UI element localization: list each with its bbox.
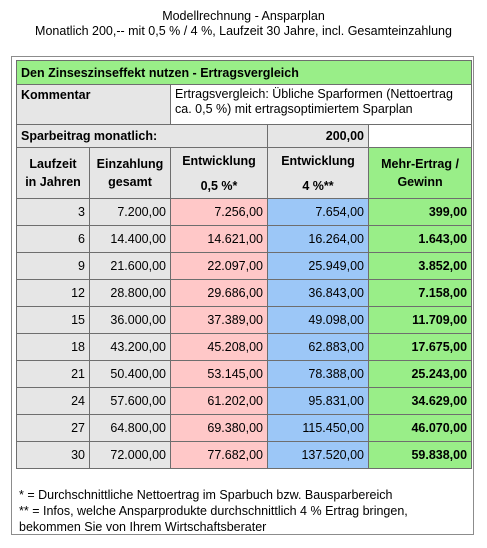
cell-mehrertrag: 3.852,00 bbox=[369, 253, 472, 280]
header-title: Modellrechnung - Ansparplan bbox=[162, 9, 325, 23]
cell-entwicklung-a: 53.145,00 bbox=[171, 361, 268, 388]
col-header-einzahlung-line2: gesamt bbox=[108, 175, 152, 189]
cell-mehrertrag: 1.643,00 bbox=[369, 226, 472, 253]
cell-mehrertrag: 59.838,00 bbox=[369, 442, 472, 469]
cell-entwicklung-b: 62.883,00 bbox=[268, 334, 369, 361]
cell-einzahlung: 43.200,00 bbox=[90, 334, 171, 361]
col-header-mehrertrag-line1: Mehr-Ertrag / bbox=[381, 157, 459, 171]
cell-einzahlung: 28.800,00 bbox=[90, 280, 171, 307]
col-header-laufzeit-line1: Laufzeit bbox=[29, 157, 77, 171]
cell-entwicklung-a: 37.389,00 bbox=[171, 307, 268, 334]
cell-entwicklung-b: 36.843,00 bbox=[268, 280, 369, 307]
table-row bbox=[17, 334, 472, 361]
cell-years: 27 bbox=[17, 415, 90, 442]
sparbeitrag-value: 200,00 bbox=[268, 125, 369, 148]
table-row bbox=[17, 226, 472, 253]
page-header bbox=[0, 9, 487, 39]
cell-einzahlung: 14.400,00 bbox=[90, 226, 171, 253]
column-header-row-1 bbox=[17, 148, 472, 175]
comment-row bbox=[17, 85, 472, 125]
footnote-1: * = Durchschnittliche Nettoertrag im Sparbuch bzw. Bausparbereich bbox=[19, 488, 393, 502]
cell-entwicklung-b: 78.388,00 bbox=[268, 361, 369, 388]
comment-text: Ertragsvergleich: Übliche Sparformen (Nettoertrag ca. 0,5 %) mit ertragsoptimiertem Sparplan bbox=[171, 85, 472, 125]
table-row bbox=[17, 253, 472, 280]
footnote-3: bekommen Sie von Ihrem Wirtschaftsberater bbox=[19, 520, 267, 534]
footnote-2: ** = Infos, welche Ansparprodukte durchschnittlich 4 % Ertrag bringen, bbox=[19, 504, 408, 518]
cell-entwicklung-a: 77.682,00 bbox=[171, 442, 268, 469]
cell-entwicklung-b: 95.831,00 bbox=[268, 388, 369, 415]
cell-years: 9 bbox=[17, 253, 90, 280]
table-row bbox=[17, 307, 472, 334]
cell-entwicklung-a: 69.380,00 bbox=[171, 415, 268, 442]
col-header-mehrertrag-line2: Gewinn bbox=[397, 175, 443, 189]
cell-mehrertrag: 7.158,00 bbox=[369, 280, 472, 307]
col-header-entwicklung-b: Entwicklung bbox=[268, 148, 369, 175]
col-header-laufzeit-line2: in Jahren bbox=[25, 175, 81, 189]
cell-mehrertrag: 46.070,00 bbox=[369, 415, 472, 442]
cell-entwicklung-a: 7.256,00 bbox=[171, 199, 268, 226]
cell-mehrertrag: 17.675,00 bbox=[369, 334, 472, 361]
footnotes bbox=[19, 487, 469, 535]
col-header-rate-a: 0,5 %* bbox=[171, 174, 268, 199]
cell-years: 24 bbox=[17, 388, 90, 415]
title-row bbox=[17, 61, 472, 85]
cell-years: 18 bbox=[17, 334, 90, 361]
cell-years: 12 bbox=[17, 280, 90, 307]
sparbeitrag-empty bbox=[369, 125, 472, 148]
cell-entwicklung-a: 14.621,00 bbox=[171, 226, 268, 253]
col-header-rate-b: 4 %** bbox=[268, 174, 369, 199]
cell-years: 3 bbox=[17, 199, 90, 226]
cell-years: 30 bbox=[17, 442, 90, 469]
cell-years: 21 bbox=[17, 361, 90, 388]
cell-mehrertrag: 11.709,00 bbox=[369, 307, 472, 334]
table-row bbox=[17, 361, 472, 388]
table-row bbox=[17, 415, 472, 442]
col-header-mehrertrag bbox=[369, 148, 472, 199]
cell-einzahlung: 72.000,00 bbox=[90, 442, 171, 469]
col-header-laufzeit bbox=[17, 148, 90, 199]
cell-entwicklung-b: 16.264,00 bbox=[268, 226, 369, 253]
ertragsvergleich-table bbox=[16, 60, 472, 469]
col-header-einzahlung-line1: Einzahlung bbox=[96, 157, 164, 171]
cell-einzahlung: 57.600,00 bbox=[90, 388, 171, 415]
cell-entwicklung-b: 115.450,00 bbox=[268, 415, 369, 442]
cell-mehrertrag: 25.243,00 bbox=[369, 361, 472, 388]
table-row bbox=[17, 199, 472, 226]
cell-entwicklung-b: 137.520,00 bbox=[268, 442, 369, 469]
cell-einzahlung: 50.400,00 bbox=[90, 361, 171, 388]
cell-entwicklung-a: 61.202,00 bbox=[171, 388, 268, 415]
cell-einzahlung: 64.800,00 bbox=[90, 415, 171, 442]
cell-mehrertrag: 34.629,00 bbox=[369, 388, 472, 415]
cell-years: 6 bbox=[17, 226, 90, 253]
cell-entwicklung-b: 7.654,00 bbox=[268, 199, 369, 226]
table-title: Den Zinseszinseffekt nutzen - Ertragsvergleich bbox=[17, 61, 472, 85]
cell-entwicklung-b: 49.098,00 bbox=[268, 307, 369, 334]
comment-label: Kommentar bbox=[17, 85, 171, 125]
table-row bbox=[17, 442, 472, 469]
cell-entwicklung-a: 29.686,00 bbox=[171, 280, 268, 307]
sparbeitrag-label: Sparbeitrag monatlich: bbox=[17, 125, 268, 148]
col-header-entwicklung-a: Entwicklung bbox=[171, 148, 268, 175]
sparbeitrag-row bbox=[17, 125, 472, 148]
cell-einzahlung: 7.200,00 bbox=[90, 199, 171, 226]
col-header-einzahlung bbox=[90, 148, 171, 199]
cell-einzahlung: 36.000,00 bbox=[90, 307, 171, 334]
table-row bbox=[17, 388, 472, 415]
cell-entwicklung-a: 22.097,00 bbox=[171, 253, 268, 280]
cell-einzahlung: 21.600,00 bbox=[90, 253, 171, 280]
cell-entwicklung-a: 45.208,00 bbox=[171, 334, 268, 361]
header-subtitle: Monatlich 200,-- mit 0,5 % / 4 %, Laufzeit 30 Jahre, incl. Gesamteinzahlung bbox=[35, 24, 452, 38]
cell-years: 15 bbox=[17, 307, 90, 334]
cell-mehrertrag: 399,00 bbox=[369, 199, 472, 226]
cell-entwicklung-b: 25.949,00 bbox=[268, 253, 369, 280]
table-row bbox=[17, 280, 472, 307]
